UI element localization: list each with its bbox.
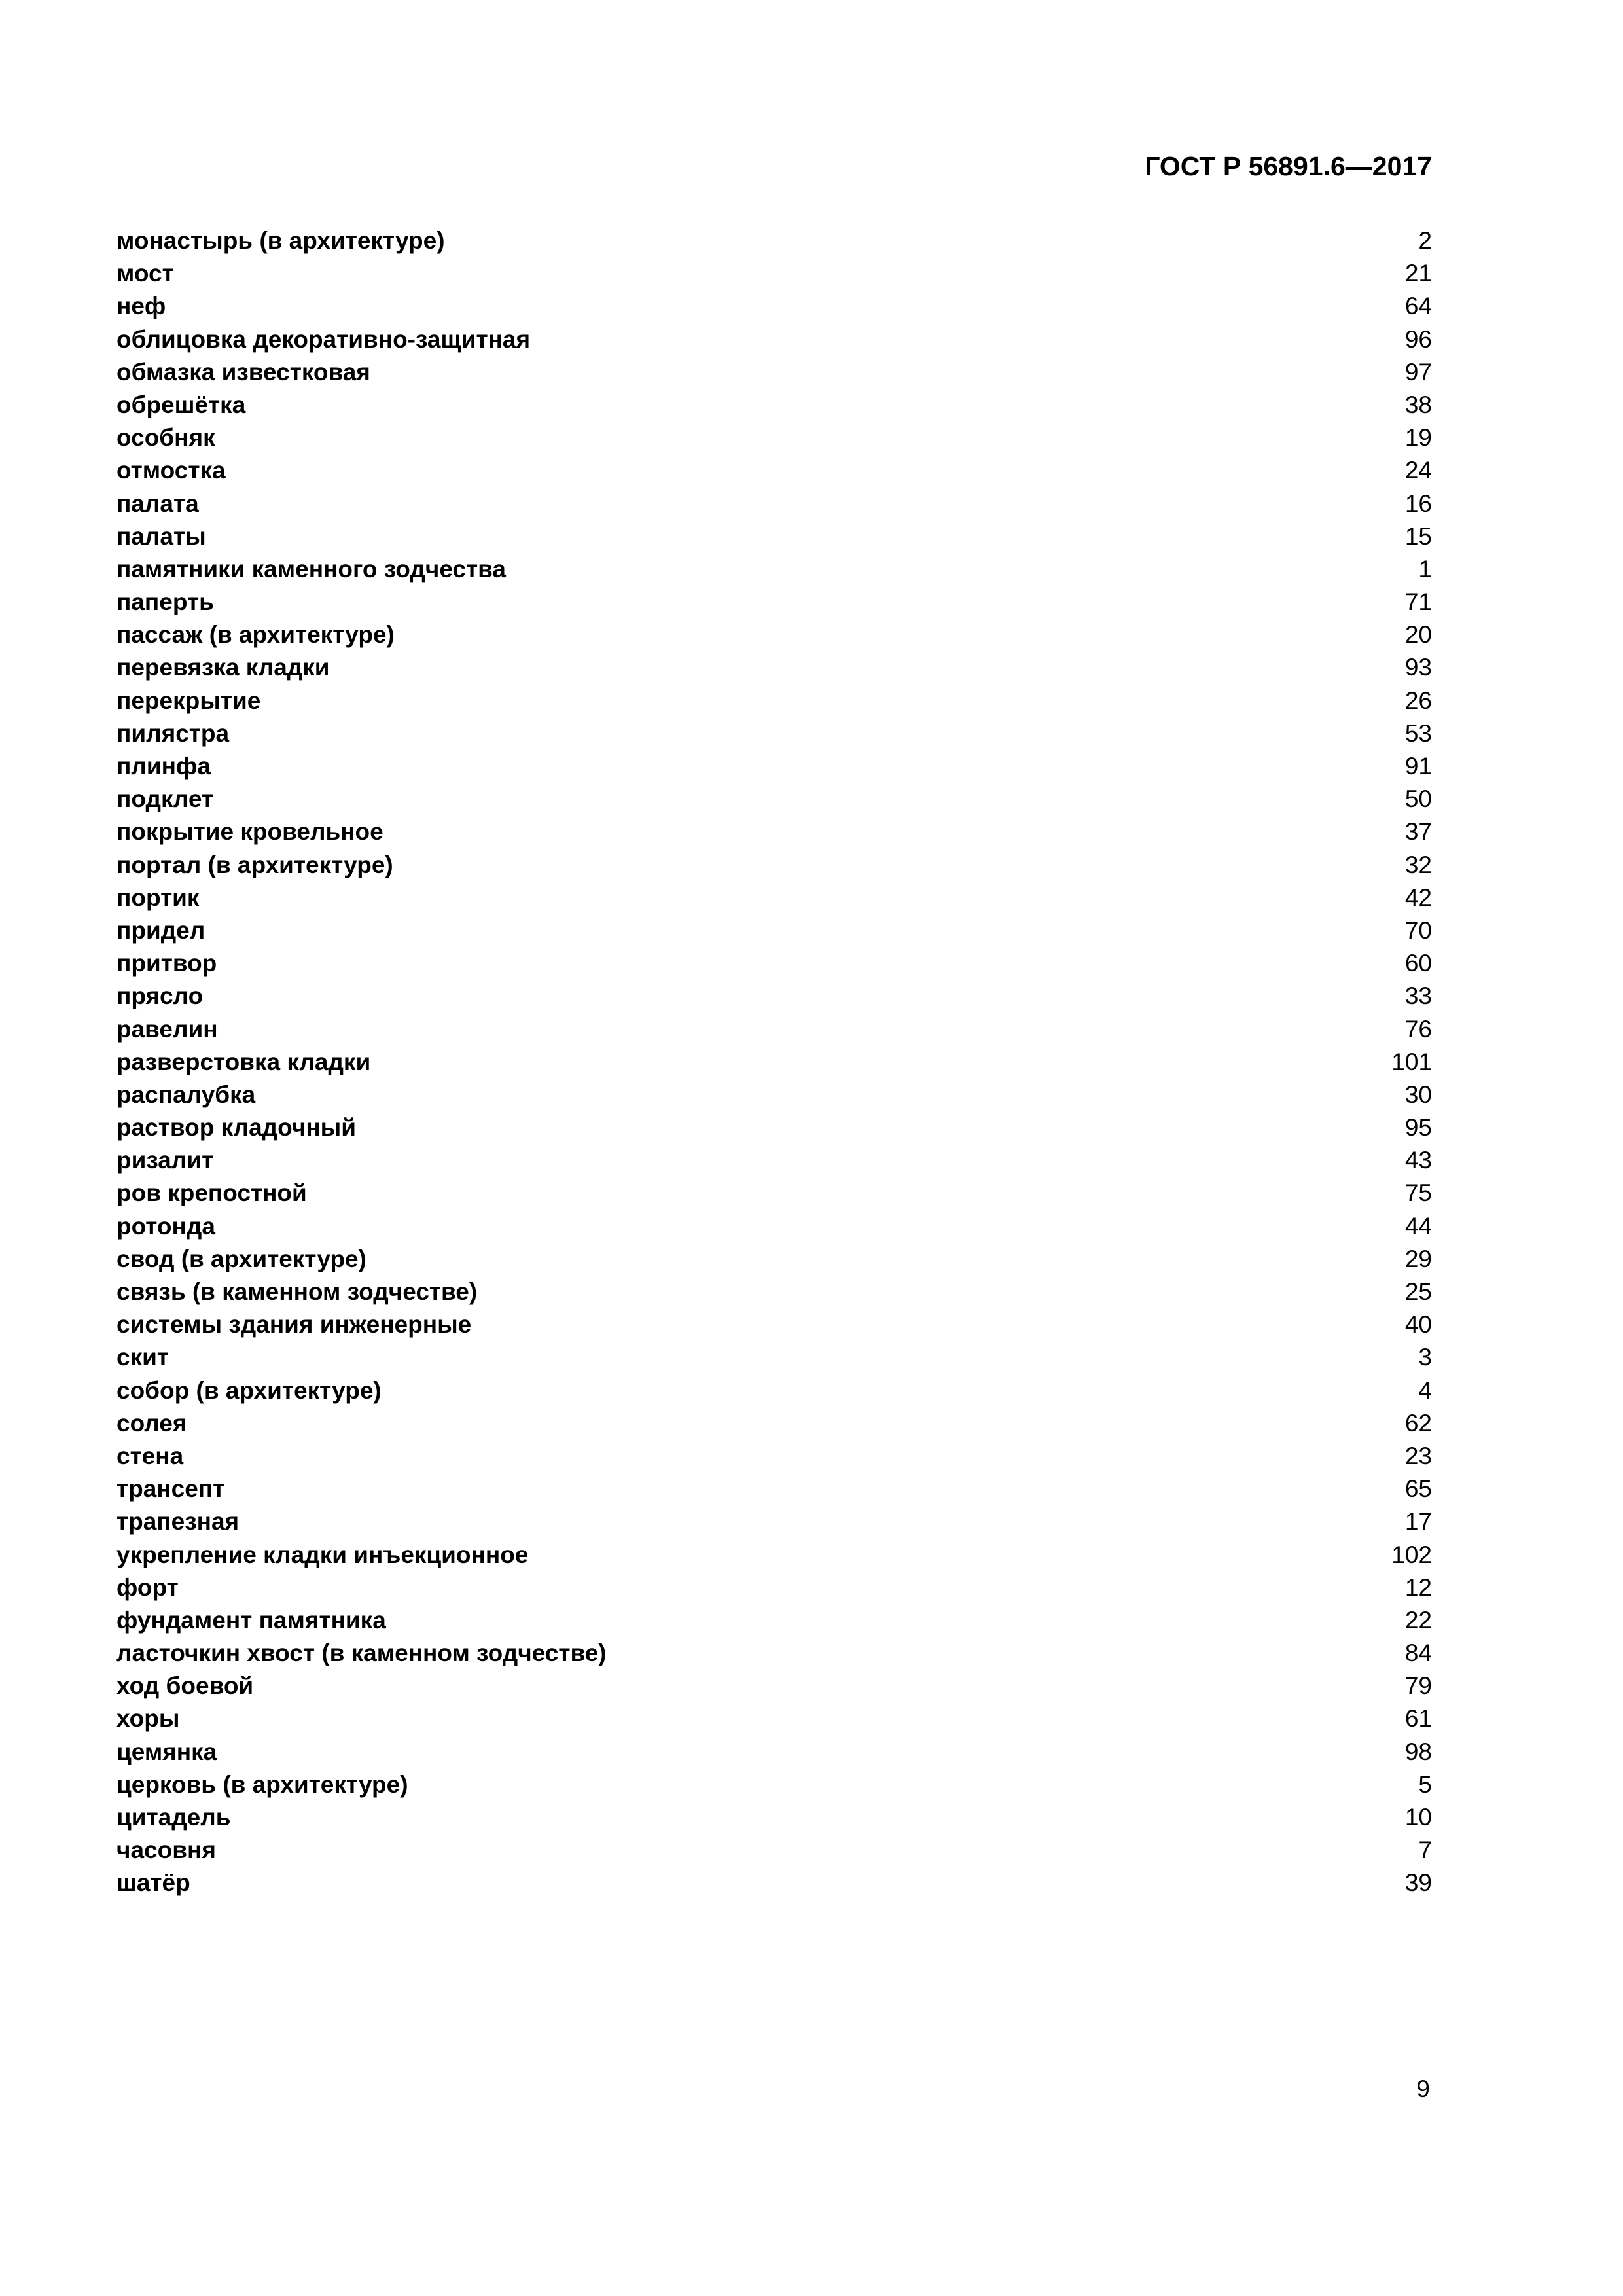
index-term: равелин — [116, 1015, 218, 1043]
index-row — [116, 1374, 1432, 1407]
index-term: ротонда — [116, 1212, 215, 1240]
index-term-number: 102 — [1391, 1541, 1432, 1568]
alphabetical-term-index — [116, 224, 1432, 1900]
index-row — [116, 1834, 1432, 1867]
index-row — [116, 1505, 1432, 1538]
index-term-number: 39 — [1404, 1869, 1432, 1897]
index-term-number: 21 — [1404, 260, 1432, 287]
index-term-number: 20 — [1404, 621, 1432, 649]
index-row — [116, 1736, 1432, 1768]
index-row — [116, 685, 1432, 717]
index-term: раствор кладочный — [116, 1114, 357, 1141]
index-term-number: 42 — [1404, 884, 1432, 911]
index-row — [116, 1801, 1432, 1834]
index-row — [116, 224, 1432, 257]
index-term-number: 93 — [1404, 654, 1432, 681]
index-row — [116, 1539, 1432, 1571]
index-row — [116, 356, 1432, 389]
index-term: стена — [116, 1442, 184, 1469]
index-term-number: 53 — [1404, 719, 1432, 747]
index-row — [116, 947, 1432, 980]
index-term: распалубка — [116, 1081, 256, 1108]
index-term-number: 7 — [1418, 1837, 1432, 1864]
index-term: пилястра — [116, 719, 230, 747]
index-term: форт — [116, 1573, 179, 1601]
index-row — [116, 1768, 1432, 1801]
index-row — [116, 1571, 1432, 1604]
index-term: плинфа — [116, 753, 211, 780]
index-term-number: 79 — [1404, 1672, 1432, 1700]
index-term-number: 95 — [1404, 1114, 1432, 1141]
index-row — [116, 1276, 1432, 1308]
index-term: цемянка — [116, 1738, 217, 1765]
index-row — [116, 619, 1432, 651]
index-term-number: 19 — [1404, 424, 1432, 452]
index-term-number: 2 — [1418, 227, 1432, 254]
index-row — [116, 1210, 1432, 1243]
index-term: свод (в архитектуре) — [116, 1245, 366, 1272]
index-term-number: 60 — [1404, 950, 1432, 977]
index-row — [116, 1440, 1432, 1473]
index-term-number: 64 — [1404, 293, 1432, 320]
index-term-number: 75 — [1404, 1179, 1432, 1207]
index-term-number: 61 — [1404, 1705, 1432, 1732]
index-term: укрепление кладки инъекционное — [116, 1541, 529, 1568]
index-term: обрешётка — [116, 391, 246, 418]
index-row — [116, 520, 1432, 553]
index-term: ласточкин хвост (в каменном зодчестве) — [116, 1640, 607, 1667]
index-term: подклет — [116, 785, 214, 813]
document-code: ГОСТ Р 56891.6—2017 — [1145, 151, 1432, 181]
index-term: хоры — [116, 1705, 180, 1732]
index-row — [116, 750, 1432, 783]
index-term: солея — [116, 1409, 187, 1437]
index-term: цитадель — [116, 1804, 231, 1831]
index-row — [116, 1637, 1432, 1670]
index-term-number: 30 — [1404, 1081, 1432, 1108]
index-term: церковь (в архитектуре) — [116, 1770, 408, 1798]
index-term: ход боевой — [116, 1672, 254, 1700]
index-row — [116, 1702, 1432, 1735]
index-row — [116, 914, 1432, 947]
index-row — [116, 553, 1432, 586]
index-row — [116, 1111, 1432, 1144]
index-term: шатёр — [116, 1869, 190, 1897]
index-row — [116, 257, 1432, 290]
index-term-number: 17 — [1404, 1508, 1432, 1535]
index-term: мост — [116, 260, 174, 287]
index-row — [116, 816, 1432, 848]
index-row — [116, 1308, 1432, 1341]
index-term-number: 16 — [1404, 490, 1432, 517]
index-term-number: 101 — [1391, 1048, 1432, 1075]
index-row — [116, 980, 1432, 1013]
index-row — [116, 488, 1432, 520]
index-term: паперть — [116, 588, 214, 616]
index-term: палаты — [116, 522, 206, 550]
index-term: портал (в архитектуре) — [116, 851, 393, 878]
index-term-number: 12 — [1404, 1573, 1432, 1601]
index-term: связь (в каменном зодчестве) — [116, 1278, 478, 1305]
index-row — [116, 717, 1432, 750]
index-term-number: 15 — [1404, 522, 1432, 550]
index-row — [116, 1604, 1432, 1637]
index-row — [116, 422, 1432, 454]
index-row — [116, 1670, 1432, 1702]
index-row — [116, 389, 1432, 422]
index-term: пассаж (в архитектуре) — [116, 621, 395, 649]
index-term-number: 26 — [1404, 687, 1432, 714]
index-term: перевязка кладки — [116, 654, 330, 681]
index-term-number: 37 — [1404, 818, 1432, 846]
index-row — [116, 290, 1432, 323]
index-term: отмостка — [116, 457, 226, 484]
index-term: ризалит — [116, 1147, 214, 1174]
index-term-number: 1 — [1418, 555, 1432, 583]
index-term-number: 43 — [1404, 1147, 1432, 1174]
index-term-number: 70 — [1404, 916, 1432, 944]
index-term-number: 97 — [1404, 358, 1432, 386]
index-term: облицовка декоративно-защитная — [116, 325, 531, 353]
index-term-number: 76 — [1404, 1015, 1432, 1043]
index-term: особняк — [116, 424, 215, 452]
index-term: памятники каменного зодчества — [116, 555, 506, 583]
index-term-number: 40 — [1404, 1311, 1432, 1338]
index-row — [116, 323, 1432, 356]
index-term: прясло — [116, 982, 204, 1010]
index-term-number: 96 — [1404, 325, 1432, 353]
index-term-number: 71 — [1404, 588, 1432, 616]
index-term: системы здания инженерные — [116, 1311, 472, 1338]
index-term: монастырь (в архитектуре) — [116, 227, 445, 254]
index-term: обмазка известковая — [116, 358, 370, 386]
index-term: часовня — [116, 1837, 216, 1864]
index-row — [116, 651, 1432, 684]
index-row — [116, 1144, 1432, 1177]
index-term-number: 38 — [1404, 391, 1432, 418]
index-term-number: 84 — [1404, 1640, 1432, 1667]
index-term-number: 5 — [1418, 1770, 1432, 1798]
index-term: трансепт — [116, 1475, 225, 1503]
index-term: трапезная — [116, 1508, 240, 1535]
index-term: скит — [116, 1344, 169, 1371]
index-term-number: 91 — [1404, 753, 1432, 780]
index-term-number: 50 — [1404, 785, 1432, 813]
index-term-number: 98 — [1404, 1738, 1432, 1765]
index-term-number: 29 — [1404, 1245, 1432, 1272]
index-term: разверстовка кладки — [116, 1048, 371, 1075]
index-term-number: 3 — [1418, 1344, 1432, 1371]
index-term: ров крепостной — [116, 1179, 307, 1207]
index-term: собор (в архитектуре) — [116, 1376, 382, 1404]
index-term-number: 4 — [1418, 1376, 1432, 1404]
index-term-number: 62 — [1404, 1409, 1432, 1437]
index-row — [116, 1867, 1432, 1899]
index-term-number: 10 — [1404, 1804, 1432, 1831]
index-row — [116, 1046, 1432, 1079]
index-row — [116, 783, 1432, 816]
index-term: палата — [116, 490, 199, 517]
index-term-number: 24 — [1404, 457, 1432, 484]
index-term-number: 33 — [1404, 982, 1432, 1010]
index-term: покрытие кровельное — [116, 818, 383, 846]
index-term-number: 25 — [1404, 1278, 1432, 1305]
index-row — [116, 882, 1432, 914]
index-row — [116, 1013, 1432, 1046]
index-term-number: 65 — [1404, 1475, 1432, 1503]
index-term-number: 23 — [1404, 1442, 1432, 1469]
index-term: фундамент памятника — [116, 1606, 386, 1634]
index-row — [116, 1341, 1432, 1374]
index-row — [116, 1407, 1432, 1440]
index-term: неф — [116, 293, 166, 320]
index-term: перекрытие — [116, 687, 261, 714]
index-row — [116, 1079, 1432, 1111]
index-row — [116, 586, 1432, 619]
index-row — [116, 1243, 1432, 1276]
index-term-number: 22 — [1404, 1606, 1432, 1634]
index-term-number: 44 — [1404, 1212, 1432, 1240]
index-term: портик — [116, 884, 200, 911]
index-term: притвор — [116, 950, 217, 977]
index-row — [116, 849, 1432, 882]
page-number: 9 — [1416, 2075, 1430, 2102]
index-row — [116, 454, 1432, 487]
index-row — [116, 1177, 1432, 1210]
index-term: придел — [116, 916, 205, 944]
index-row — [116, 1473, 1432, 1505]
index-term-number: 32 — [1404, 851, 1432, 878]
